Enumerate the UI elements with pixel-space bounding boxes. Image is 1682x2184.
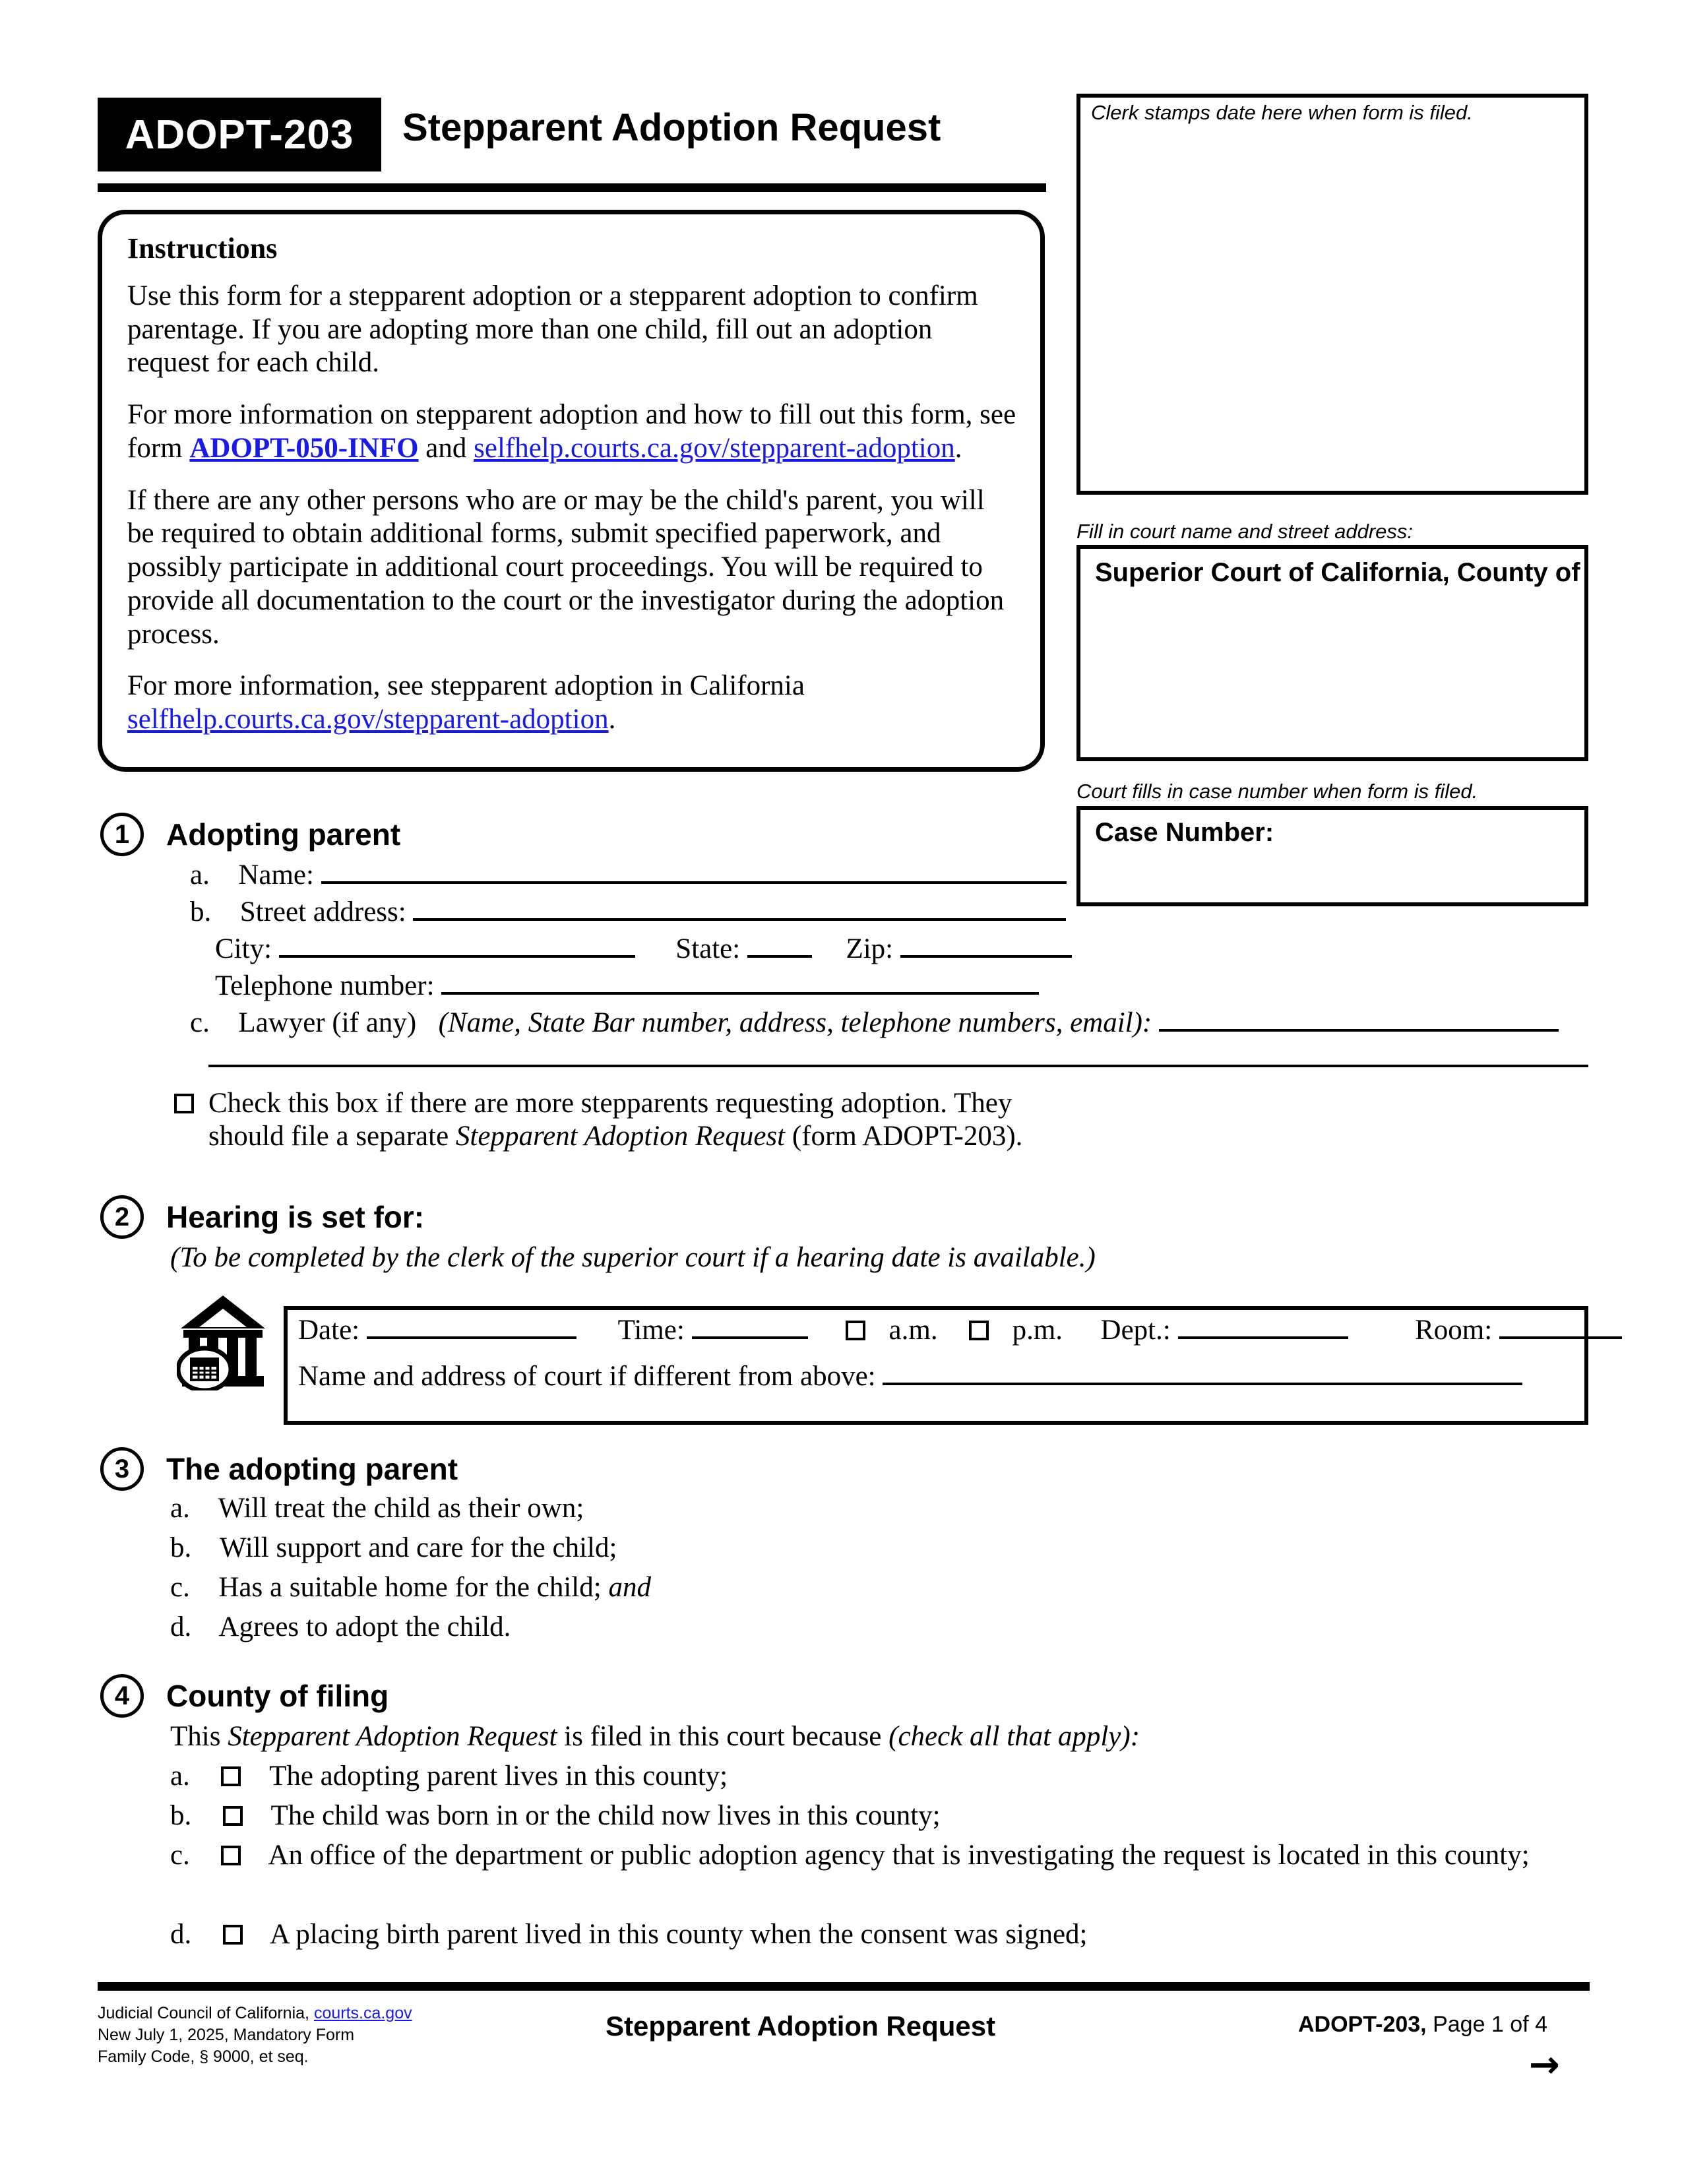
item-text-3c-tail: and <box>601 1572 651 1603</box>
name-input[interactable] <box>321 859 1067 884</box>
more-stepparents-pre: Check this box if there are more stepparents requesting adoption. They should file a separate <box>208 1088 1012 1152</box>
city-label: City: <box>215 933 272 964</box>
section-3-number <box>100 1447 144 1491</box>
courts-ca-gov-link[interactable]: courts.ca.gov <box>313 2004 412 2022</box>
case-number-label: Case Number: <box>1095 818 1274 847</box>
header-divider <box>98 183 1046 192</box>
field-telephone-row <box>215 970 1039 1003</box>
item-letter-3b: b. <box>170 1532 192 1563</box>
section-1-number <box>100 813 144 856</box>
section-4-number <box>100 1674 144 1718</box>
hearing-first-row <box>298 1314 1622 1347</box>
footer-council-pre: Judicial Council of California, <box>98 2004 314 2022</box>
form-code-badge <box>98 98 381 172</box>
courthouse-icon <box>177 1292 269 1390</box>
section-3-item-d <box>170 1611 511 1644</box>
footer-council-line <box>98 2003 412 2024</box>
page-title: Stepparent Adoption Request <box>402 106 941 149</box>
instructions-heading: Instructions <box>127 232 278 265</box>
field-city-state-zip-row <box>215 933 1072 966</box>
court-name-caption: Fill in court name and street address: <box>1076 520 1414 543</box>
section-4-item-d <box>170 1918 1087 1951</box>
section-2-number-text: 2 <box>114 1202 130 1232</box>
item-letter-1c: c. <box>190 1007 210 1038</box>
county-reason-a-checkbox[interactable] <box>221 1766 241 1786</box>
county-reason-c-checkbox[interactable] <box>221 1846 241 1865</box>
lawyer-input-line-2[interactable] <box>208 1065 1588 1067</box>
section-4-item-c <box>170 1839 1588 1872</box>
selfhelp-courts-link-2[interactable]: selfhelp.courts.ca.gov/stepparent-adoption <box>127 704 609 735</box>
am-checkbox[interactable] <box>846 1321 865 1340</box>
field-name-row <box>190 859 1067 892</box>
instructions-paragraph-3: If there are any other persons who are or may be the child's parent, you will be required to obtain additional forms, submit specified paperwork, and possibly participate in additional court proceedings. You will be required to provide all documentation to the court or the investigator during the adoption process. <box>127 484 1005 650</box>
section-3-item-c <box>170 1571 651 1604</box>
section-4-intro-hint: (check all that apply): <box>888 1721 1140 1752</box>
section-2-number <box>100 1195 144 1239</box>
item-letter-3a: a. <box>170 1493 190 1524</box>
footer-revision-line: New July 1, 2025, Mandatory Form <box>98 2026 355 2044</box>
item-letter-3d: d. <box>170 1611 192 1642</box>
item-text-3b: Will support and care for the child; <box>219 1532 617 1563</box>
more-stepparents-post: (form ADOPT-203). <box>785 1120 1023 1152</box>
instr-p4-post: . <box>608 704 616 735</box>
section-3-item-b <box>170 1532 617 1565</box>
item-text-4c: An office of the department or public adoption agency that is investigating the request is located in this county; <box>268 1840 1530 1871</box>
item-text-4a: The adopting parent lives in this county; <box>269 1761 728 1792</box>
hearing-date-label: Date: <box>298 1315 360 1346</box>
state-input[interactable] <box>747 933 812 958</box>
instr-p4-pre: For more information, see stepparent adoption in California <box>127 670 805 702</box>
case-number-caption: Court fills in case number when form is filed. <box>1076 780 1478 803</box>
section-4-number-text: 4 <box>114 1681 130 1710</box>
instructions-paragraph-2 <box>127 398 1018 465</box>
section-4-intro-mid: is filed in this court because <box>557 1721 889 1752</box>
more-stepparents-text <box>208 1087 1092 1153</box>
hearing-time-input[interactable] <box>692 1314 808 1339</box>
item-letter-1a: a. <box>190 859 210 890</box>
item-letter-4a: a. <box>170 1761 190 1792</box>
instructions-paragraph-1: Use this form for a stepparent adoption or a stepparent adoption to confirm parentage. If you are adopting more than one child, fill out an adoption request for each child. <box>127 280 978 379</box>
item-text-4b: The child was born in or the child now lives in this county; <box>270 1800 941 1831</box>
footer-form-title: Stepparent Adoption Request <box>606 2011 996 2042</box>
lawyer-label: Lawyer (if any) <box>238 1007 417 1038</box>
item-letter-4b: b. <box>170 1800 192 1831</box>
dept-label: Dept.: <box>1100 1315 1171 1346</box>
section-3-title: The adopting parent <box>166 1452 458 1486</box>
footer-page-number: Page 1 of 4 <box>1426 2012 1547 2037</box>
item-letter-1b: b. <box>190 896 212 927</box>
section-4-intro <box>170 1720 1140 1753</box>
field-lawyer-row <box>190 1007 1559 1040</box>
room-input[interactable] <box>1499 1314 1622 1339</box>
telephone-input[interactable] <box>441 970 1039 995</box>
instructions-box <box>98 210 1045 772</box>
item-text-3a: Will treat the child as their own; <box>218 1493 584 1524</box>
item-text-4d: A placing birth parent lived in this county when the consent was signed; <box>269 1919 1088 1950</box>
telephone-label: Telephone number: <box>215 970 435 1001</box>
form-code-text: ADOPT-203 <box>125 111 354 158</box>
hearing-date-input[interactable] <box>367 1314 576 1339</box>
footer-left <box>98 2003 412 2068</box>
item-text-3c: Has a suitable home for the child; <box>218 1572 602 1603</box>
pm-label: p.m. <box>1012 1315 1063 1346</box>
county-reason-b-checkbox[interactable] <box>223 1806 243 1826</box>
clerk-stamp-box <box>1076 94 1588 495</box>
lawyer-hint: (Name, State Bar number, address, telephone numbers, email): <box>438 1007 1152 1038</box>
dept-input[interactable] <box>1178 1314 1348 1339</box>
section-2-subtitle: (To be completed by the clerk of the superior court if a hearing date is available.) <box>170 1242 1096 1273</box>
state-label: State: <box>675 933 741 964</box>
field-street-row <box>190 896 1066 929</box>
section-4-item-b <box>170 1799 941 1832</box>
clerk-stamp-label: Clerk stamps date here when form is filed. <box>1091 101 1473 124</box>
zip-label: Zip: <box>846 933 894 964</box>
instructions-paragraph-4 <box>127 670 1018 736</box>
instr-p2-pre: For more information on stepparent adoption and how to fill out this form, see form <box>127 399 1016 464</box>
street-address-input[interactable] <box>413 896 1066 921</box>
instr-p2-post: . <box>954 432 962 464</box>
instr-p2-mid: and <box>418 432 474 464</box>
hearing-time-label: Time: <box>617 1315 685 1346</box>
name-label: Name: <box>238 859 314 890</box>
court-address-label: Name and address of court if different from above: <box>298 1361 876 1392</box>
section-3-number-text: 3 <box>114 1454 130 1483</box>
footer-page-info <box>1298 2012 1547 2038</box>
footer-divider <box>98 1982 1590 1991</box>
am-label: a.m. <box>888 1315 938 1346</box>
more-stepparents-form-name: Stepparent Adoption Request <box>455 1120 786 1152</box>
room-label: Room: <box>1415 1315 1493 1346</box>
item-letter-4d: d. <box>170 1919 192 1950</box>
item-letter-3c: c. <box>170 1572 190 1603</box>
section-1-title: Adopting parent <box>166 817 401 852</box>
zip-input[interactable] <box>900 933 1072 958</box>
item-letter-4c: c. <box>170 1840 190 1871</box>
pm-checkbox[interactable] <box>969 1321 989 1340</box>
section-4-intro-pre: This <box>170 1721 228 1752</box>
next-page-arrow-icon: → <box>1529 2044 1560 2086</box>
court-name-value: Superior Court of California, County of <box>1095 558 1580 587</box>
adopt-050-info-link[interactable]: ADOPT-050-INFO <box>189 432 419 464</box>
footer-statute-line: Family Code, § 9000, et seq. <box>98 2047 309 2066</box>
lawyer-input-line-1[interactable] <box>1159 1007 1559 1032</box>
section-4-item-a <box>170 1760 728 1793</box>
more-stepparents-anchor <box>173 1090 174 1091</box>
city-input[interactable] <box>279 933 635 958</box>
section-3-item-a <box>170 1492 584 1525</box>
section-1-number-text: 1 <box>114 819 130 849</box>
county-reason-d-checkbox[interactable] <box>223 1925 243 1945</box>
street-address-label: Street address: <box>239 896 406 927</box>
court-address-input[interactable] <box>883 1360 1522 1385</box>
footer-form-code: ADOPT-203, <box>1298 2012 1427 2037</box>
hearing-second-row <box>298 1360 1522 1393</box>
section-4-intro-form-name: Stepparent Adoption Request <box>228 1721 557 1752</box>
selfhelp-courts-link-1[interactable]: selfhelp.courts.ca.gov/stepparent-adoption <box>474 432 955 464</box>
section-2-title: Hearing is set for: <box>166 1200 425 1234</box>
item-text-3d: Agrees to adopt the child. <box>218 1611 511 1642</box>
section-4-title: County of filing <box>166 1679 389 1713</box>
more-stepparents-checkbox[interactable] <box>174 1094 194 1115</box>
